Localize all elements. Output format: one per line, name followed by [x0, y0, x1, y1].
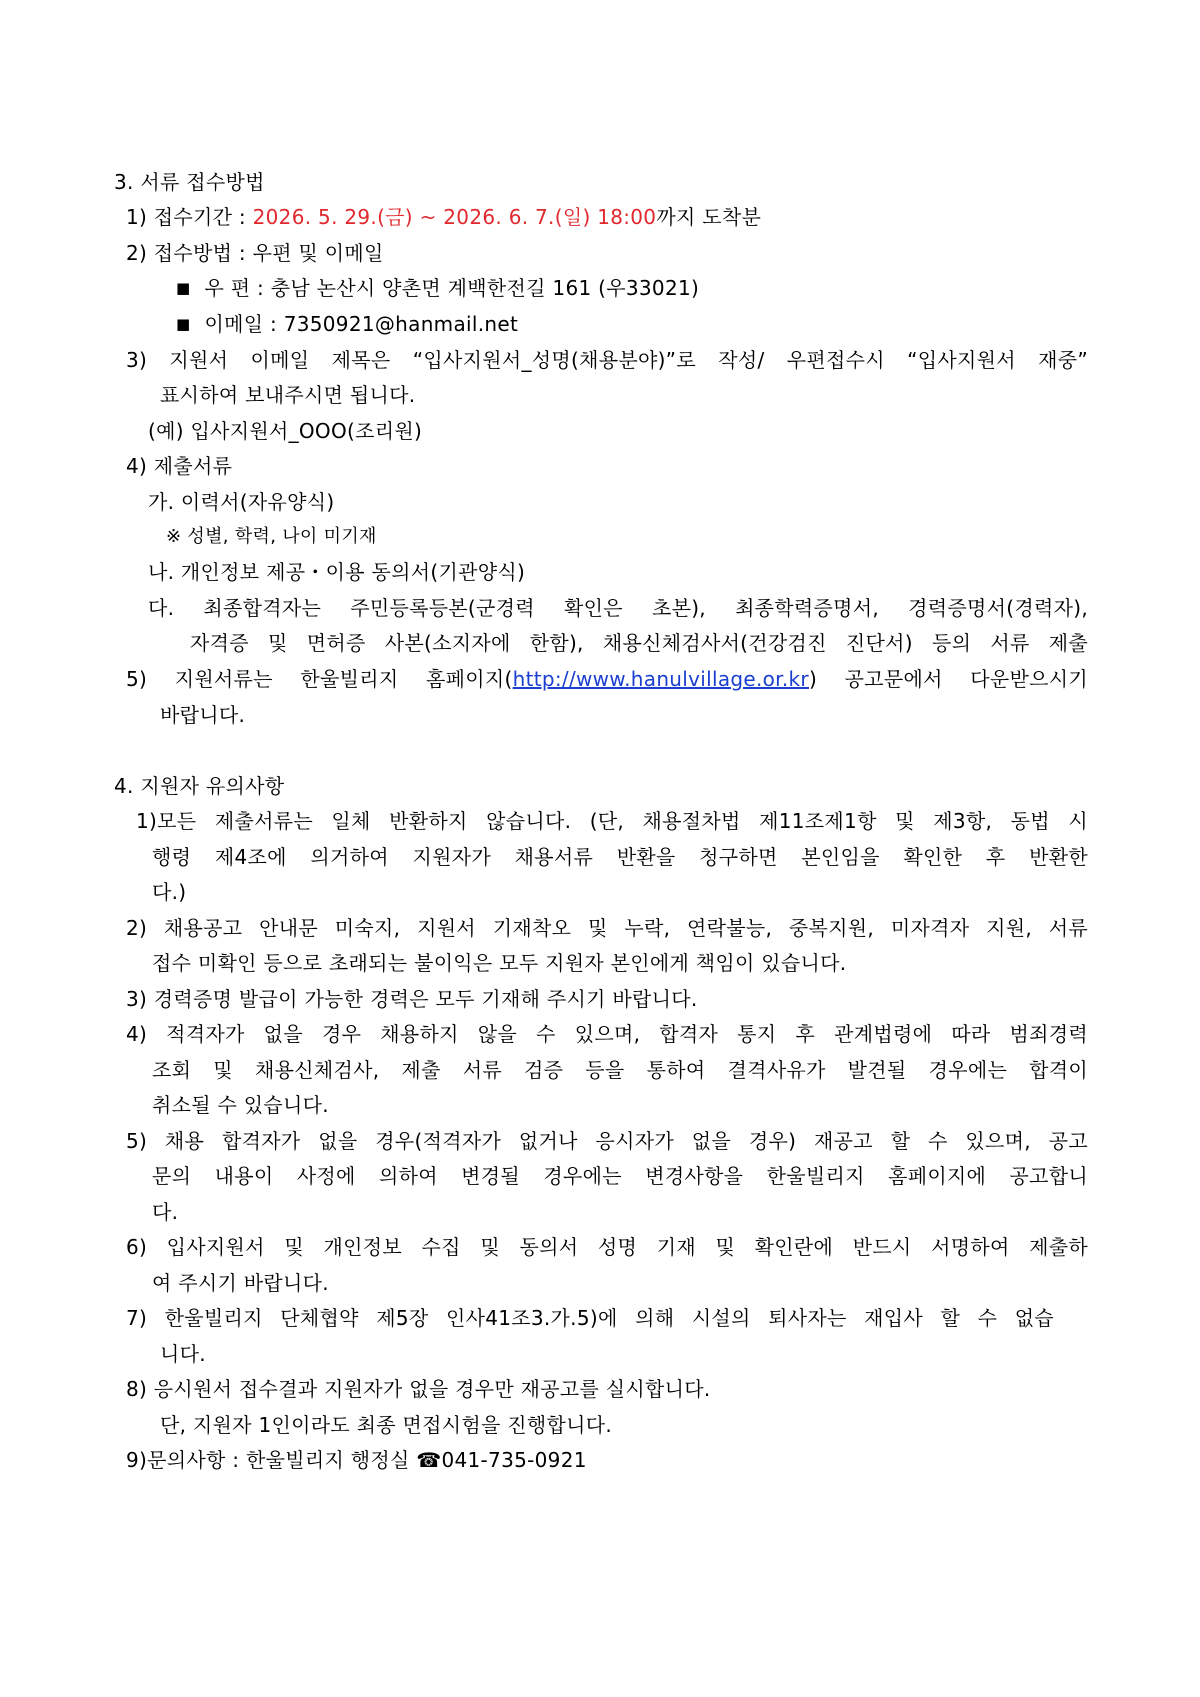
s4-item-3: 3) 경력증명 발급이 가능한 경력은 모두 기재해 주시기 바랍니다. [126, 987, 698, 1011]
s4-item-2-line-1: 2) 채용공고 안내문 미숙지, 지원서 기재착오 및 누락, 연락불능, 중복지원, 미자격자 지원, 서류 [126, 916, 1088, 940]
s3-email-address: ■ 이메일 : 7350921@hanmail.net [176, 312, 519, 336]
s4-item-4-line-3: 취소될 수 있습니다. [152, 1093, 329, 1117]
s4-item-9: 9)문의사항 : 한울빌리지 행정실 ☎041-735-0921 [126, 1448, 587, 1472]
s3-item-3-line-1: 3) 지원서 이메일 제목은 “입사지원서_성명(채용분야)”로 작성/ 우편접수시 “입사지원서 재중” [126, 348, 1088, 372]
s3-item-4-note: ※ 성별, 학력, 나이 미기재 [166, 526, 377, 547]
s3-item-4-da-line-1: 다. 최종합격자는 주민등록등본(군경력 확인은 초본), 최종학력증명서, 경력증명서(경력자), [148, 596, 1088, 620]
s3-item-4-da-line-2: 자격증 및 면허증 사본(소지자에 한함), 채용신체검사서(건강검진 진단서) 등의 서류 제출 [190, 631, 1088, 655]
s3-item-4-na: 나. 개인정보 제공・이용 동의서(기관양식) [148, 560, 526, 584]
s4-item-6-line-1: 6) 입사지원서 및 개인정보 수집 및 동의서 성명 기재 및 확인란에 반드시 서명하여 제출하 [126, 1235, 1088, 1259]
s4-item-2-line-2: 접수 미확인 등으로 초래되는 불이익은 모두 지원자 본인에게 책임이 있습니다. [152, 951, 847, 975]
s4-item-8-line-2: 단, 지원자 1인이라도 최종 면접시험을 진행합니다. [160, 1413, 613, 1437]
s4-item-1-line-1: 1)모든 제출서류는 일체 반환하지 않습니다. (단, 채용절차법 제11조제1항 및 제3항, 동법 시 [136, 809, 1088, 833]
telephone-icon: ☎ [416, 1448, 442, 1472]
s3-item-5-line-1: 5) 지원서류는 한울빌리지 홈페이지(http://www.hanulvillage.or.kr) 공고문에서 다운받으시기 [126, 667, 1088, 691]
s4-item-7-line-2: 니다. [160, 1342, 206, 1366]
section-4-heading: 4. 지원자 유의사항 [114, 774, 285, 798]
square-bullet-icon: ■ [176, 315, 191, 333]
homepage-link[interactable]: http://www.hanulvillage.or.kr [512, 667, 809, 691]
s4-item-1-line-3: 다.) [152, 880, 187, 904]
s3-item-2: 2) 접수방법 : 우편 및 이메일 [126, 241, 384, 265]
s3-item-4: 4) 제출서류 [126, 454, 233, 478]
s4-item-5-line-3: 다. [152, 1200, 179, 1224]
s3-item-5-line-2: 바랍니다. [160, 703, 246, 727]
deadline-period: 2026. 5. 29.(금) ~ 2026. 6. 7.(일) 18:00 [252, 205, 657, 229]
s4-item-8-line-1: 8) 응시원서 접수결과 지원자가 없을 경우만 재공고를 실시합니다. [126, 1377, 711, 1401]
s4-item-4-line-2: 조회 및 채용신체검사, 제출 서류 검증 등을 통하여 결격사유가 발견될 경우에는 합격이 [152, 1058, 1088, 1082]
s3-item-4-ga: 가. 이력서(자유양식) [148, 490, 335, 514]
s3-item-1: 1) 접수기간 : 2026. 5. 29.(금) ~ 2026. 6. 7.(일) 18:00까지 도착분 [126, 205, 762, 229]
s3-item-3-line-2: 표시하여 보내주시면 됩니다. [160, 383, 416, 407]
section-3-heading: 3. 서류 접수방법 [114, 170, 265, 194]
s4-item-6-line-2: 여 주시기 바랍니다. [152, 1271, 329, 1295]
s3-mail-address: ■ 우 편 : 충남 논산시 양촌면 계백한전길 161 (우33021) [176, 276, 700, 300]
s4-item-7-line-1: 7) 한울빌리지 단체협약 제5장 인사41조3.가.5)에 의해 시설의 퇴사자는 재입사 할 수 없습 [126, 1306, 1054, 1330]
square-bullet-icon: ■ [176, 279, 191, 297]
s3-item-3-example: (예) 입사지원서_OOO(조리원) [148, 419, 423, 443]
s4-item-5-line-1: 5) 채용 합격자가 없을 경우(적격자가 없거나 응시자가 없을 경우) 재공고 할 수 있으며, 공고 [126, 1129, 1088, 1153]
s4-item-5-line-2: 문의 내용이 사정에 의하여 변경될 경우에는 변경사항을 한울빌리지 홈페이지에 공고합니 [152, 1164, 1088, 1188]
s4-item-4-line-1: 4) 적격자가 없을 경우 채용하지 않을 수 있으며, 합격자 통지 후 관계법령에 따라 범죄경력 [126, 1022, 1088, 1046]
s4-item-1-line-2: 행령 제4조에 의거하여 지원자가 채용서류 반환을 청구하면 본인임을 확인한 후 반환한 [152, 845, 1088, 869]
contact-phone: 041-735-0921 [441, 1448, 587, 1472]
